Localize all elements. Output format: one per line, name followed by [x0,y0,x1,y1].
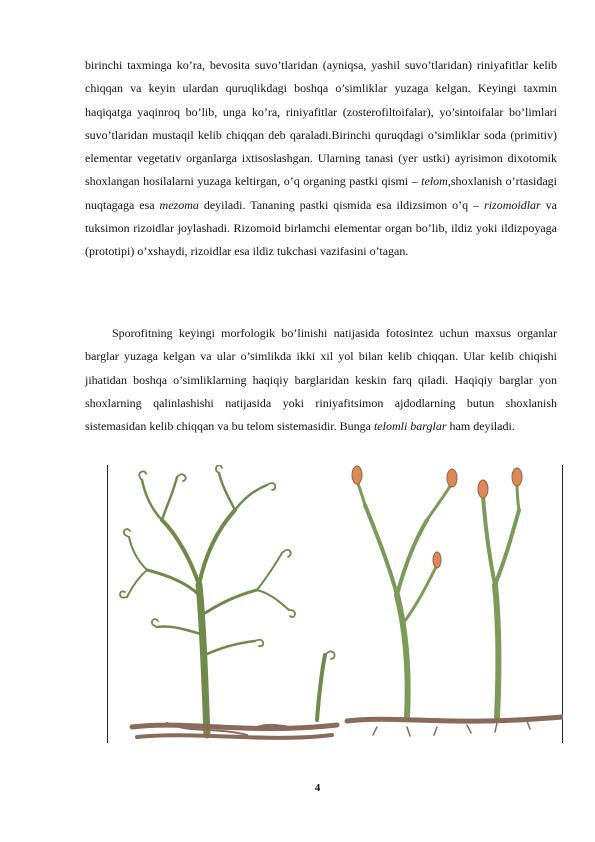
paragraph-1-text-b: ,shoxlanish o’rtasidagi nuqtagaga esa [85,174,557,212]
term-rizomoidlar: rizomoidlar [484,197,541,212]
paragraph-2 [85,322,557,438]
right-rhizome [347,717,562,736]
page-number: 4 [314,782,321,794]
left-rhizome [132,723,337,738]
term-telomli-barglar: telomli barglar [373,419,447,434]
paragraph-1-text-d: va tuksimon rizoidlar joylashadi. Rizomoid birlamchi elementar organ bo’lib, ildiz yoki ildizpoyaga (prototipi) o’xshaydi, rizoidlar esa ildiz tukchasi vazifasini o’tagan. [85,197,557,259]
right-plant [357,480,519,717]
plant-illustration [107,465,563,743]
left-plant [120,465,335,735]
paragraph-2-text-a: Sporofitning keyingi morfologik bo’linishi natijasida fotosintez uchun maxsus organlar barglar yuzaga kelgan va ular o’simlikda ikki xil yol bilan kelib chiqqan. Ular kelib chiqishi jihatidan boshqa o’simliklarning haqiqiy barglaridan keskin farq qiladi. Haqiqiy barglar yon shoxlarning qalinlashishi natijasida yoki riniyafitsimon ajdodlarning butun shoxlanish sistemasidan kelib chiqqan va bu telom sistemasidir. Bunga [85,326,557,434]
term-mezoma: mezoma [159,197,199,212]
paragraph-2-text-b: ham deyiladi. [446,419,515,434]
term-telom: telom [421,174,448,189]
paragraph-1-text-a: birinchi taxminga ko’ra, bevosita suvo’tlaridan (ayniqsa, yashil suvo’tlaridan) riniyafitlar kelib chiqqan va keyin ulardan quruqlikdagi boshqa o’simliklar yuzaga kelgan. Keyingi taxmin haqiqatga yaqinroq bo’lib, unga ko’ra, riniyafitlar (zosterofiltoifalar), yo’sintoifalar bo’limlari suvo’tlaridan mustaqil kelib chiqqan deb qaraladi.Birinchi quruqdagi o’simliklar soda (primitiv) elementar vegetativ organlarga ixtisoslashgan. Ularning tanasi (yer ustki) ayrisimon dixotomik shoxlangan hosilalarni yuzaga keltirgan, o’q organing pastki qismi – [85,58,557,189]
paragraph-1-text-c: deyiladi. Tananing pastki qismida esa ildizsimon o’q – [198,197,485,212]
paragraph-1 [85,54,557,264]
sporangia [352,466,522,568]
